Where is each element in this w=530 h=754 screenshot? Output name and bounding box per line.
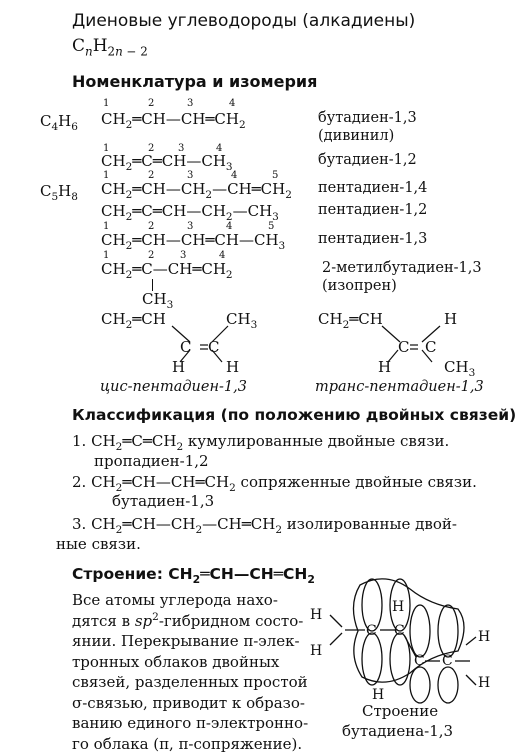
c5h8-label: $C_5H_8$ [40,182,78,203]
formula-pentadiene-14: $CH_2═CH—CH_2—CH═CH_2$ [101,180,292,201]
structure-paragraph: Все атомы углерода нахо- дятся в $sp^2$-гибридном состо- янии. Перекрывание π-элек- тронных облаков двойных связей, разделенных простой σ-связью, приводит к образо- ванию единого π-электронно- го облака (π, π-сопряжение). [72,591,309,753]
svg-text:C: C [366,623,377,639]
name-pentadiene-13: пентадиен-1,3 [318,231,428,247]
formula-pentadiene-12: $CH_2═C═CH—CH_2—CH_3$ [101,202,279,223]
svg-text:H: H [392,599,405,615]
cis-label: цис-пентадиен-1,3 [100,379,247,395]
svg-text:H: H [310,643,323,659]
name-butadiene-13: бутадиен-1,3 [318,110,417,126]
structure-caption-1: Строение [362,702,439,720]
class-item-1: 1. $CH_2═C═CH_2$ кумулированные двойные связи. [72,432,450,453]
alt-divinyl: (дивинил) [318,128,395,144]
formula-butadiene-13: $CH_2═CH—CH═CH_2$ [101,110,246,131]
class-item-1-example: пропадиен-1,2 [94,452,209,470]
svg-text:H: H [310,607,323,623]
svg-text:C: C [394,623,405,639]
class-item-2-example: бутадиен-1,3 [112,492,215,510]
name-butadiene-12: бутадиен-1,2 [318,152,417,168]
formula-pentadiene-13: $CH_2═CH—CH═CH—CH_3$ [101,231,286,252]
nomenclature-heading: Номенклатура и изомерия [72,72,318,91]
trans-label: транс-пентадиен-1,3 [315,379,484,395]
general-formula: $C_nH_{2n - 2}$ [72,36,148,59]
classification-heading: Классификация (по положению двойных связей) [72,406,517,424]
name-pentadiene-12: пентадиен-1,2 [318,202,428,218]
page-title: Диеновые углеводороды (алкадиены) [72,11,416,31]
svg-text:C: C [442,653,453,669]
class-item-2: 2. $CH_2═CH—CH═CH_2$ сопряженные двойные связи. [72,473,477,494]
svg-text:C: C [414,653,425,669]
structure-caption-2: бутадиена-1,3 [342,722,454,740]
svg-text:H: H [478,675,490,691]
name-isoprene: 2-метилбутадиен-1,3 [322,260,482,276]
svg-text:H: H [478,629,490,645]
structure-heading: Строение: $CH_2═CH—CH═CH_2$ [72,565,315,587]
butadiene-orbital-diagram [300,575,490,705]
c4h6-label: $C_4H_6$ [40,112,78,133]
class-item-3-cont: ные связи. [56,535,141,553]
class-item-3: 3. $CH_2═CH—CH_2—CH═CH_2$ изолированные двой- [72,515,457,536]
svg-text:H: H [372,687,385,703]
alt-isoprene: (изопрен) [322,278,397,294]
isoprene-branch: $CH_3$ [142,290,174,311]
name-pentadiene-14: пентадиен-1,4 [318,180,428,196]
formula-butadiene-12: $CH_2═C═CH—CH_3$ [101,152,233,173]
formula-isoprene: $CH_2═C—CH═CH_2$ [101,260,233,281]
